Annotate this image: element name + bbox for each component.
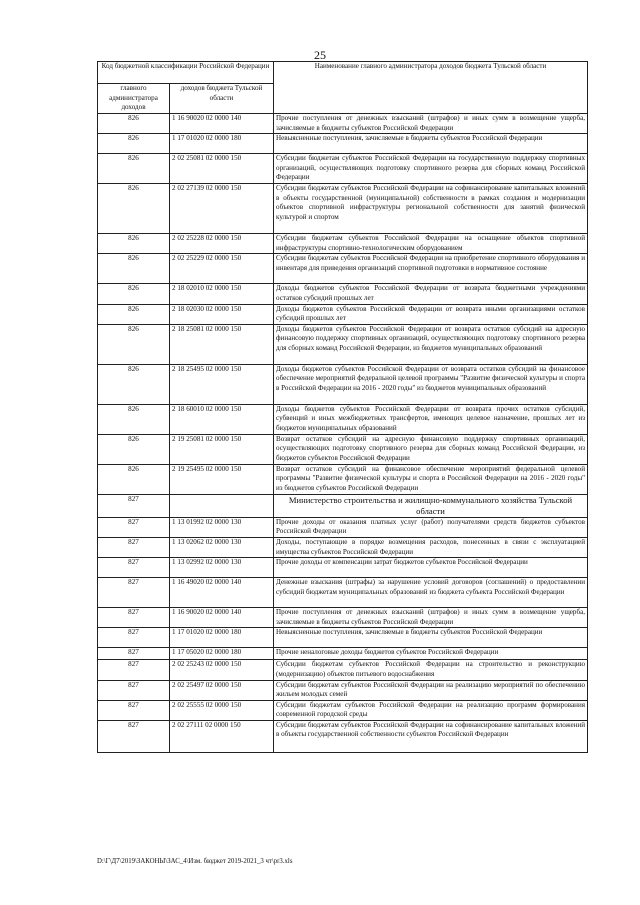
income-code-cell: 2 18 25495 02 0000 150	[170, 364, 274, 404]
income-name-cell: Доходы бюджетов субъектов Российской Федерации от возврата остатков субсидий на финансовое обеспечение мероприятий федеральной целевой программы "Развитие физической культуры и спорта в Российской Федерации на 2016 - 2020 годы" из бюджетов муниципальных образований	[274, 364, 588, 404]
header-admin-column: главного администратора доходов	[98, 84, 170, 114]
income-name-cell: Прочие неналоговые доходы бюджетов субъектов Российской Федерации	[274, 648, 588, 660]
income-code-cell: 2 18 60010 02 0000 150	[170, 404, 274, 434]
income-code-cell: 2 18 25081 02 0000 150	[170, 324, 274, 364]
table-row	[98, 254, 588, 284]
admin-code-cell: 826	[98, 364, 170, 404]
table-row	[98, 660, 588, 680]
admin-code-cell: 827	[98, 648, 170, 660]
income-code-cell: 2 19 25495 02 0000 150	[170, 464, 274, 494]
income-code-cell: 2 18 02010 02 0000 150	[170, 284, 274, 304]
revenue-classification-table	[97, 61, 588, 753]
income-name-cell: Доходы бюджетов субъектов Российской Федерации от возврата иными организациями остатков субсидий прошлых лет	[274, 304, 588, 324]
admin-code-cell: 826	[98, 184, 170, 234]
table-row	[98, 364, 588, 404]
table-row	[98, 494, 588, 517]
income-name-cell: Денежные взыскания (штрафы) за нарушение условий договоров (соглашений) о предоставлении субсидий бюджетам муниципальных образований из бюджета субъекта Российской Федерации	[274, 578, 588, 608]
income-code-cell: 1 16 90020 02 0000 140	[170, 608, 274, 628]
table-row	[98, 154, 588, 184]
income-name-cell: Возврат остатков субсидий на адресную финансовую поддержку спортивных организаций, осуществляющих подготовку спортивного резерва для сборных команд Российской Федерации, из бюджетов субъектов Российской Федерации	[274, 434, 588, 464]
income-name-cell: Субсидии бюджетам субъектов Российской Федерации на софинансирование капитальных вложений в объекты государственной собственности субъектов Российской Федерации	[274, 720, 588, 752]
income-name-cell: Субсидии бюджетам субъектов Российской Федерации на строительство и реконструкцию (модернизацию) объектов питьевого водоснабжения	[274, 660, 588, 680]
income-name-cell: Субсидии бюджетам субъектов Российской Федерации на государственную поддержку спортивных организаций, осуществляющих подготовку спортивного резерва для сборных команд Российской Федерации	[274, 154, 588, 184]
income-code-cell: 2 18 02030 02 0000 150	[170, 304, 274, 324]
income-name-cell: Прочие доходы от компенсации затрат бюджетов субъектов Российской Федерации	[274, 558, 588, 578]
income-name-cell: Возврат остатков субсидий на финансовое обеспечение мероприятий федеральной целевой программы "Развитие физической культуры и спорта в Российской Федерации на 2016 - 2020 годы" из бюджетов субъектов Российской Федерации	[274, 464, 588, 494]
income-name-cell: Субсидии бюджетам субъектов Российской Федерации на реализацию мероприятий по обеспечению жильем молодых семей	[274, 680, 588, 700]
income-code-cell: 2 19 25081 02 0000 150	[170, 434, 274, 464]
income-name-cell: Субсидии бюджетам субъектов Российской Федерации на приобретение спортивного оборудования и инвентаря для приведения организаций спортивной подготовки в нормативное состояние	[274, 254, 588, 284]
admin-code-cell: 827	[98, 578, 170, 608]
admin-code-cell: 827	[98, 494, 170, 517]
table-row	[98, 234, 588, 254]
table-row	[98, 184, 588, 234]
admin-code-cell: 827	[98, 720, 170, 752]
admin-code-cell: 827	[98, 680, 170, 700]
income-name-cell: Доходы бюджетов субъектов Российской Федерации от возврата бюджетными учреждениями остатков субсидий прошлых лет	[274, 284, 588, 304]
admin-code-cell: 827	[98, 660, 170, 680]
table-row	[98, 578, 588, 608]
admin-code-cell: 826	[98, 434, 170, 464]
income-code-cell: 2 02 25497 02 0000 150	[170, 680, 274, 700]
table-row	[98, 304, 588, 324]
admin-code-cell: 827	[98, 608, 170, 628]
table-row	[98, 404, 588, 434]
income-code-cell: 2 02 25228 02 0000 150	[170, 234, 274, 254]
admin-code-cell: 826	[98, 284, 170, 304]
header-name-column: Наименование главного администратора доходов бюджета Тульской области	[274, 62, 588, 114]
income-name-cell: Доходы бюджетов субъектов Российской Федерации от возврата прочих остатков субсидий, субвенций и иных межбюджетных трансфертов, имеющих целевое назначение, прошлых лет из бюджетов муниципальных образований	[274, 404, 588, 434]
admin-code-cell: 826	[98, 114, 170, 134]
table-row	[98, 680, 588, 700]
table-row	[98, 517, 588, 537]
table-row	[98, 134, 588, 154]
income-code-cell: 1 13 01992 02 0000 130	[170, 517, 274, 537]
income-code-cell	[170, 494, 274, 517]
income-code-cell: 2 02 25229 02 0000 150	[170, 254, 274, 284]
table-row	[98, 284, 588, 304]
income-name-cell: Прочие поступления от денежных взысканий (штрафов) и иных сумм в возмещение ущерба, зачисляемые в бюджеты субъектов Российской Федерации	[274, 114, 588, 134]
income-name-cell: Доходы бюджетов субъектов Российской Федерации от возврата остатков субсидий на адресную финансовую поддержку спортивных организаций, осуществляющих подготовку спортивного резерва для сборных команд Российской Федерации, из бюджетов муниципальных образований	[274, 324, 588, 364]
admin-code-cell: 826	[98, 234, 170, 254]
admin-code-cell: 827	[98, 537, 170, 557]
table-row	[98, 558, 588, 578]
income-name-cell: Субсидии бюджетам субъектов Российской Федерации на оснащение объектов спортивной инфраструктуры спортивно-технологическим оборудованием	[274, 234, 588, 254]
income-name-cell: Прочие поступления от денежных взысканий (штрафов) и иных сумм в возмещение ущерба, зачисляемые в бюджеты субъектов Российской Федерации	[274, 608, 588, 628]
file-path-footer: D:\Г\Д7\2019\ЗАКОНЫ\ЗАС_4\Изм. бюджет 2019-2021_3 чт\pr3.xls	[97, 858, 293, 865]
header-income-column: доходов бюджета Тульской области	[170, 84, 274, 114]
header-code-group: Код бюджетной классификации Российской Федерации	[98, 62, 274, 84]
income-name-cell: Невыясненные поступления, зачисляемые в бюджеты субъектов Российской Федерации	[274, 134, 588, 154]
income-code-cell: 1 13 02992 02 0000 130	[170, 558, 274, 578]
table-row	[98, 608, 588, 628]
admin-code-cell: 826	[98, 254, 170, 284]
table-row	[98, 628, 588, 648]
table-row	[98, 537, 588, 557]
admin-code-cell: 826	[98, 464, 170, 494]
income-code-cell: 1 17 01020 02 0000 180	[170, 628, 274, 648]
table-row	[98, 700, 588, 720]
table-row	[98, 648, 588, 660]
income-name-cell: Невыясненные поступления, зачисляемые в бюджеты субъектов Российской Федерации	[274, 628, 588, 648]
income-code-cell: 1 13 02062 02 0000 130	[170, 537, 274, 557]
income-code-cell: 2 02 27139 02 0000 150	[170, 184, 274, 234]
income-name-cell: Министерство строительства и жилищно-коммунального хозяйства Тульской области	[274, 494, 588, 517]
admin-code-cell: 826	[98, 134, 170, 154]
income-code-cell: 1 16 90020 02 0000 140	[170, 114, 274, 134]
income-code-cell: 1 17 01020 02 0000 180	[170, 134, 274, 154]
admin-code-cell: 826	[98, 324, 170, 364]
table-row	[98, 434, 588, 464]
admin-code-cell: 826	[98, 304, 170, 324]
income-name-cell: Прочие доходы от оказания платных услуг (работ) получателями средств бюджетов субъектов Российской Федерации	[274, 517, 588, 537]
income-name-cell: Доходы, поступающие в порядке возмещения расходов, понесенных в связи с эксплуатацией имущества субъектов Российской Федерации	[274, 537, 588, 557]
income-code-cell: 2 02 25555 02 0000 150	[170, 700, 274, 720]
admin-code-cell: 827	[98, 558, 170, 578]
income-code-cell: 1 16 49020 02 0000 140	[170, 578, 274, 608]
admin-code-cell: 827	[98, 517, 170, 537]
income-code-cell: 1 17 05020 02 0000 180	[170, 648, 274, 660]
admin-code-cell: 826	[98, 154, 170, 184]
page-number: 25	[314, 48, 326, 62]
table-row	[98, 324, 588, 364]
income-code-cell: 2 02 25243 02 0000 150	[170, 660, 274, 680]
table-row	[98, 114, 588, 134]
table-body	[98, 114, 588, 753]
admin-code-cell: 827	[98, 700, 170, 720]
table-row	[98, 464, 588, 494]
income-name-cell: Субсидии бюджетам субъектов Российской Федерации на софинансирование капитальных вложений в объекты государственной (муниципальной) собственности в рамках создания и модернизации объектов спортивной инфраструктуры региональной собственности для занятий физической культурой и спортом	[274, 184, 588, 234]
admin-code-cell: 826	[98, 404, 170, 434]
income-code-cell: 2 02 25081 02 0000 150	[170, 154, 274, 184]
income-code-cell: 2 02 27111 02 0000 150	[170, 720, 274, 752]
admin-code-cell: 827	[98, 628, 170, 648]
income-name-cell: Субсидии бюджетам субъектов Российской Федерации на реализацию программ формирования современной городской среды	[274, 700, 588, 720]
table-row	[98, 720, 588, 752]
